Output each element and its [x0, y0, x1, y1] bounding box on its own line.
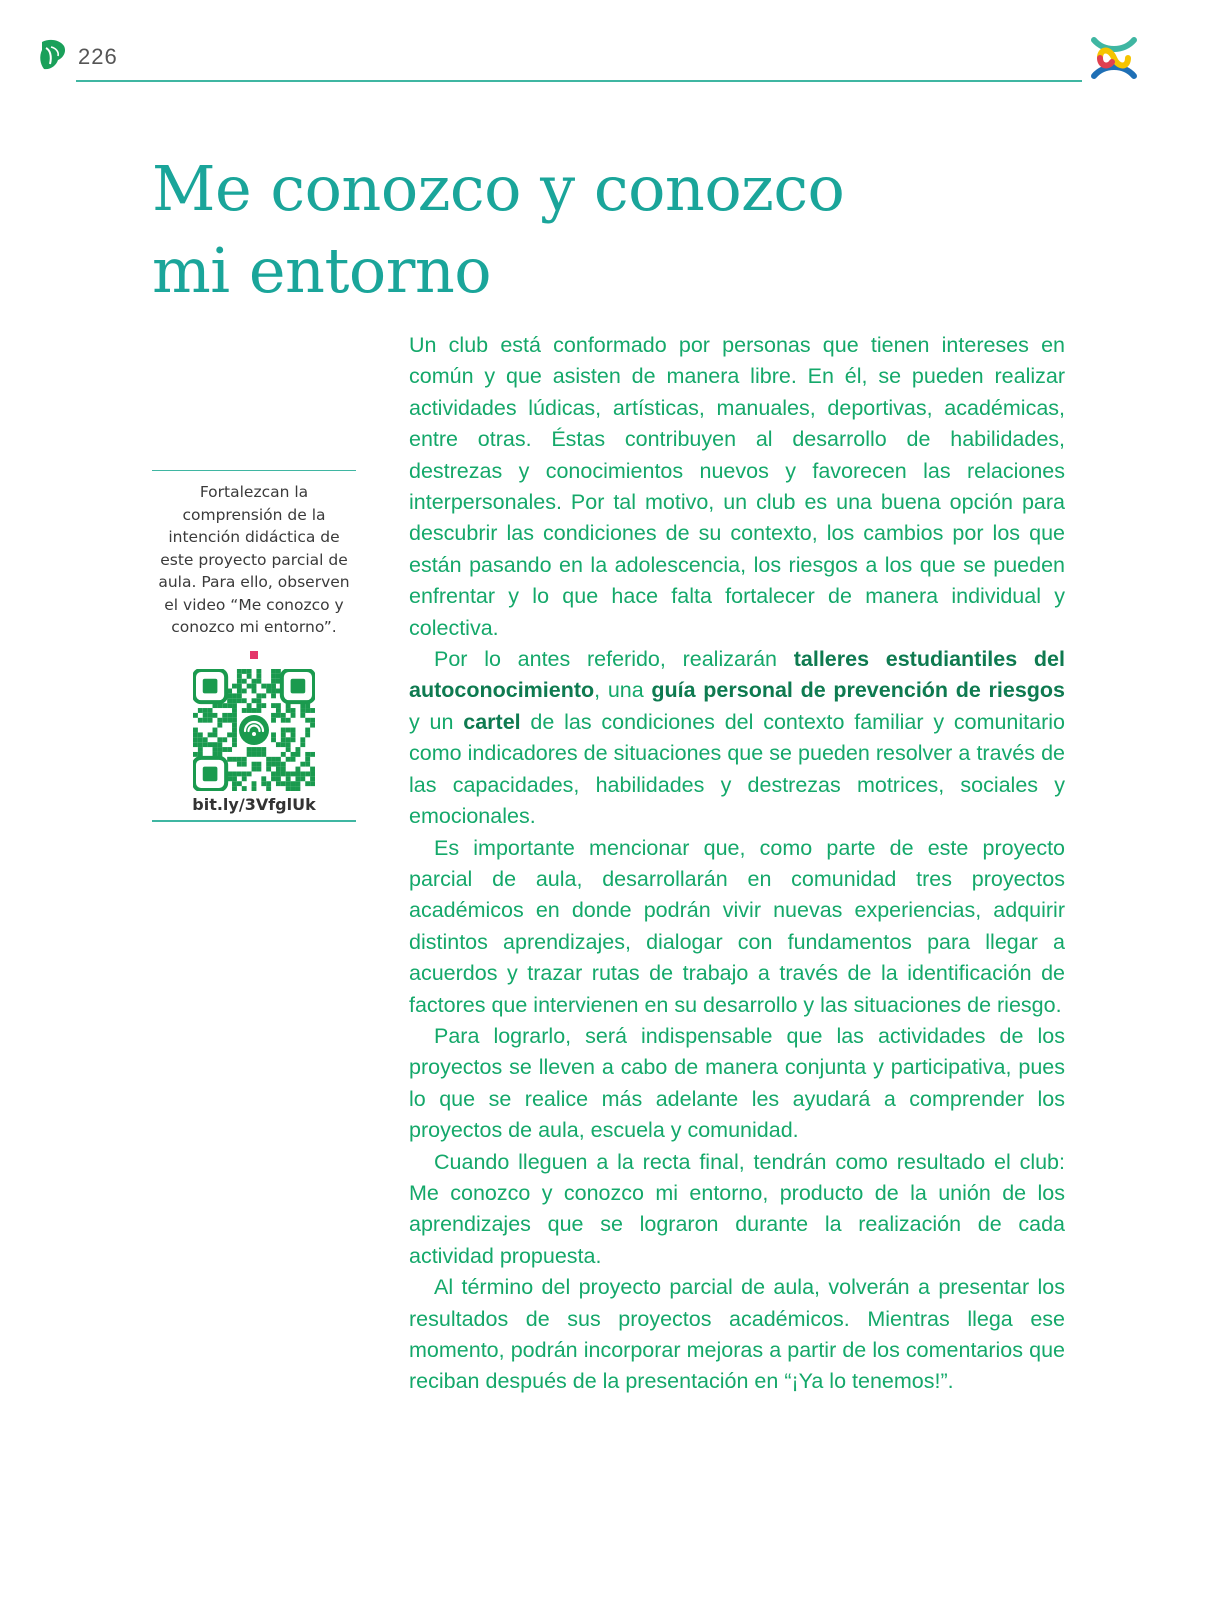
video-link[interactable]: bit.ly/3VfglUk	[192, 794, 316, 814]
emphasis-cartel: cartel	[463, 709, 521, 734]
program-logo-icon	[1086, 30, 1142, 86]
paragraph-1: Un club está conformado por personas que tienen intereses en común y que asisten de manera libre. En él, se pueden realizar actividades lúdicas, artísticas, manuales, deportivas, académicas, entre otras. Éstas contribuyen al desarrollo de habilidades, destrezas y conocimientos nuevos y favorecen las relaciones interpersonales. Por tal motivo, un club es una buena opción para descubrir las condiciones de su contexto, los cambios por los que están pasando en la adolescencia, los riesgos a los que se pueden enfrentar y lo que hace falta fortalecer de manera individual y colectiva.	[409, 333, 1065, 640]
paragraph-6: Al término del proyecto parcial de aula, volverán a presentar los resultados de sus proyectos académicos. Mientras llega ese momento, podrán incorporar mejoras a partir de los comentarios que reciban después de la presentación en “¡Ya lo tenemos!”.	[409, 1275, 1065, 1394]
paragraph-2-text: , una	[594, 678, 652, 703]
paragraph-5: Cuando lleguen a la recta final, tendrán como resultado el club: Me conozco y conozco mi entorno, producto de la unión de los aprendizajes que se lograron durante la realización de cada actividad propuesta.	[409, 1149, 1065, 1268]
paragraph-2-text: Por lo antes referido, realizarán	[434, 647, 794, 672]
leaf-logo-icon	[36, 38, 68, 72]
page-title	[152, 148, 912, 312]
page-title-line-2: mi entorno	[152, 234, 492, 307]
paragraph-2-text: y un	[409, 709, 464, 734]
page-number: 226	[78, 44, 118, 69]
sidebar-instructions: Fortalezcan la comprensión de la intención didáctica de este proyecto parcial de aula. Para ello, observen el video “Me conozco y conozco mi entorno”.	[158, 483, 350, 636]
header-divider	[76, 80, 1082, 82]
video-sidebar	[152, 470, 356, 822]
paragraph-2-text: de las condiciones del contexto familiar y comunitario como indicadores de situaciones que se pueden resolver a través de las capacidades, habilidades y destrezas motrices, sociales y emocionales.	[409, 709, 1065, 829]
main-text	[409, 330, 1065, 1398]
sidebar-top-divider	[152, 470, 356, 471]
sidebar-bottom-divider	[152, 820, 356, 822]
emphasis-guia: guía personal de prevención de riesgos	[651, 678, 1065, 703]
pink-marker	[250, 651, 258, 659]
emphasis-talleres: talleres estudiantiles del autoconocimiento	[409, 647, 1065, 703]
paragraph-3: Es importante mencionar que, como parte de este proyecto parcial de aula, desarrollarán en comunidad tres proyectos académicos en donde podrán vivir nuevas experiencias, adquirir distintos aprendizajes, dialogar con fundamentos para llegar a acuerdos y trazar rutas de trabajo a través de la identificación de factores que intervienen en su desarrollo y las situaciones de riesgo.	[409, 835, 1065, 1017]
page-title-line-1: Me conozco y conozco	[152, 152, 845, 225]
paragraph-4: Para lograrlo, será indispensable que las actividades de los proyectos se lleven a cabo de manera conjunta y participativa, pues lo que se realice más adelante les ayudará a comprender los proyectos de aula, escuela y comunidad.	[409, 1023, 1065, 1143]
paragraph-2	[409, 644, 1065, 832]
qr-code-icon[interactable]	[193, 669, 315, 791]
